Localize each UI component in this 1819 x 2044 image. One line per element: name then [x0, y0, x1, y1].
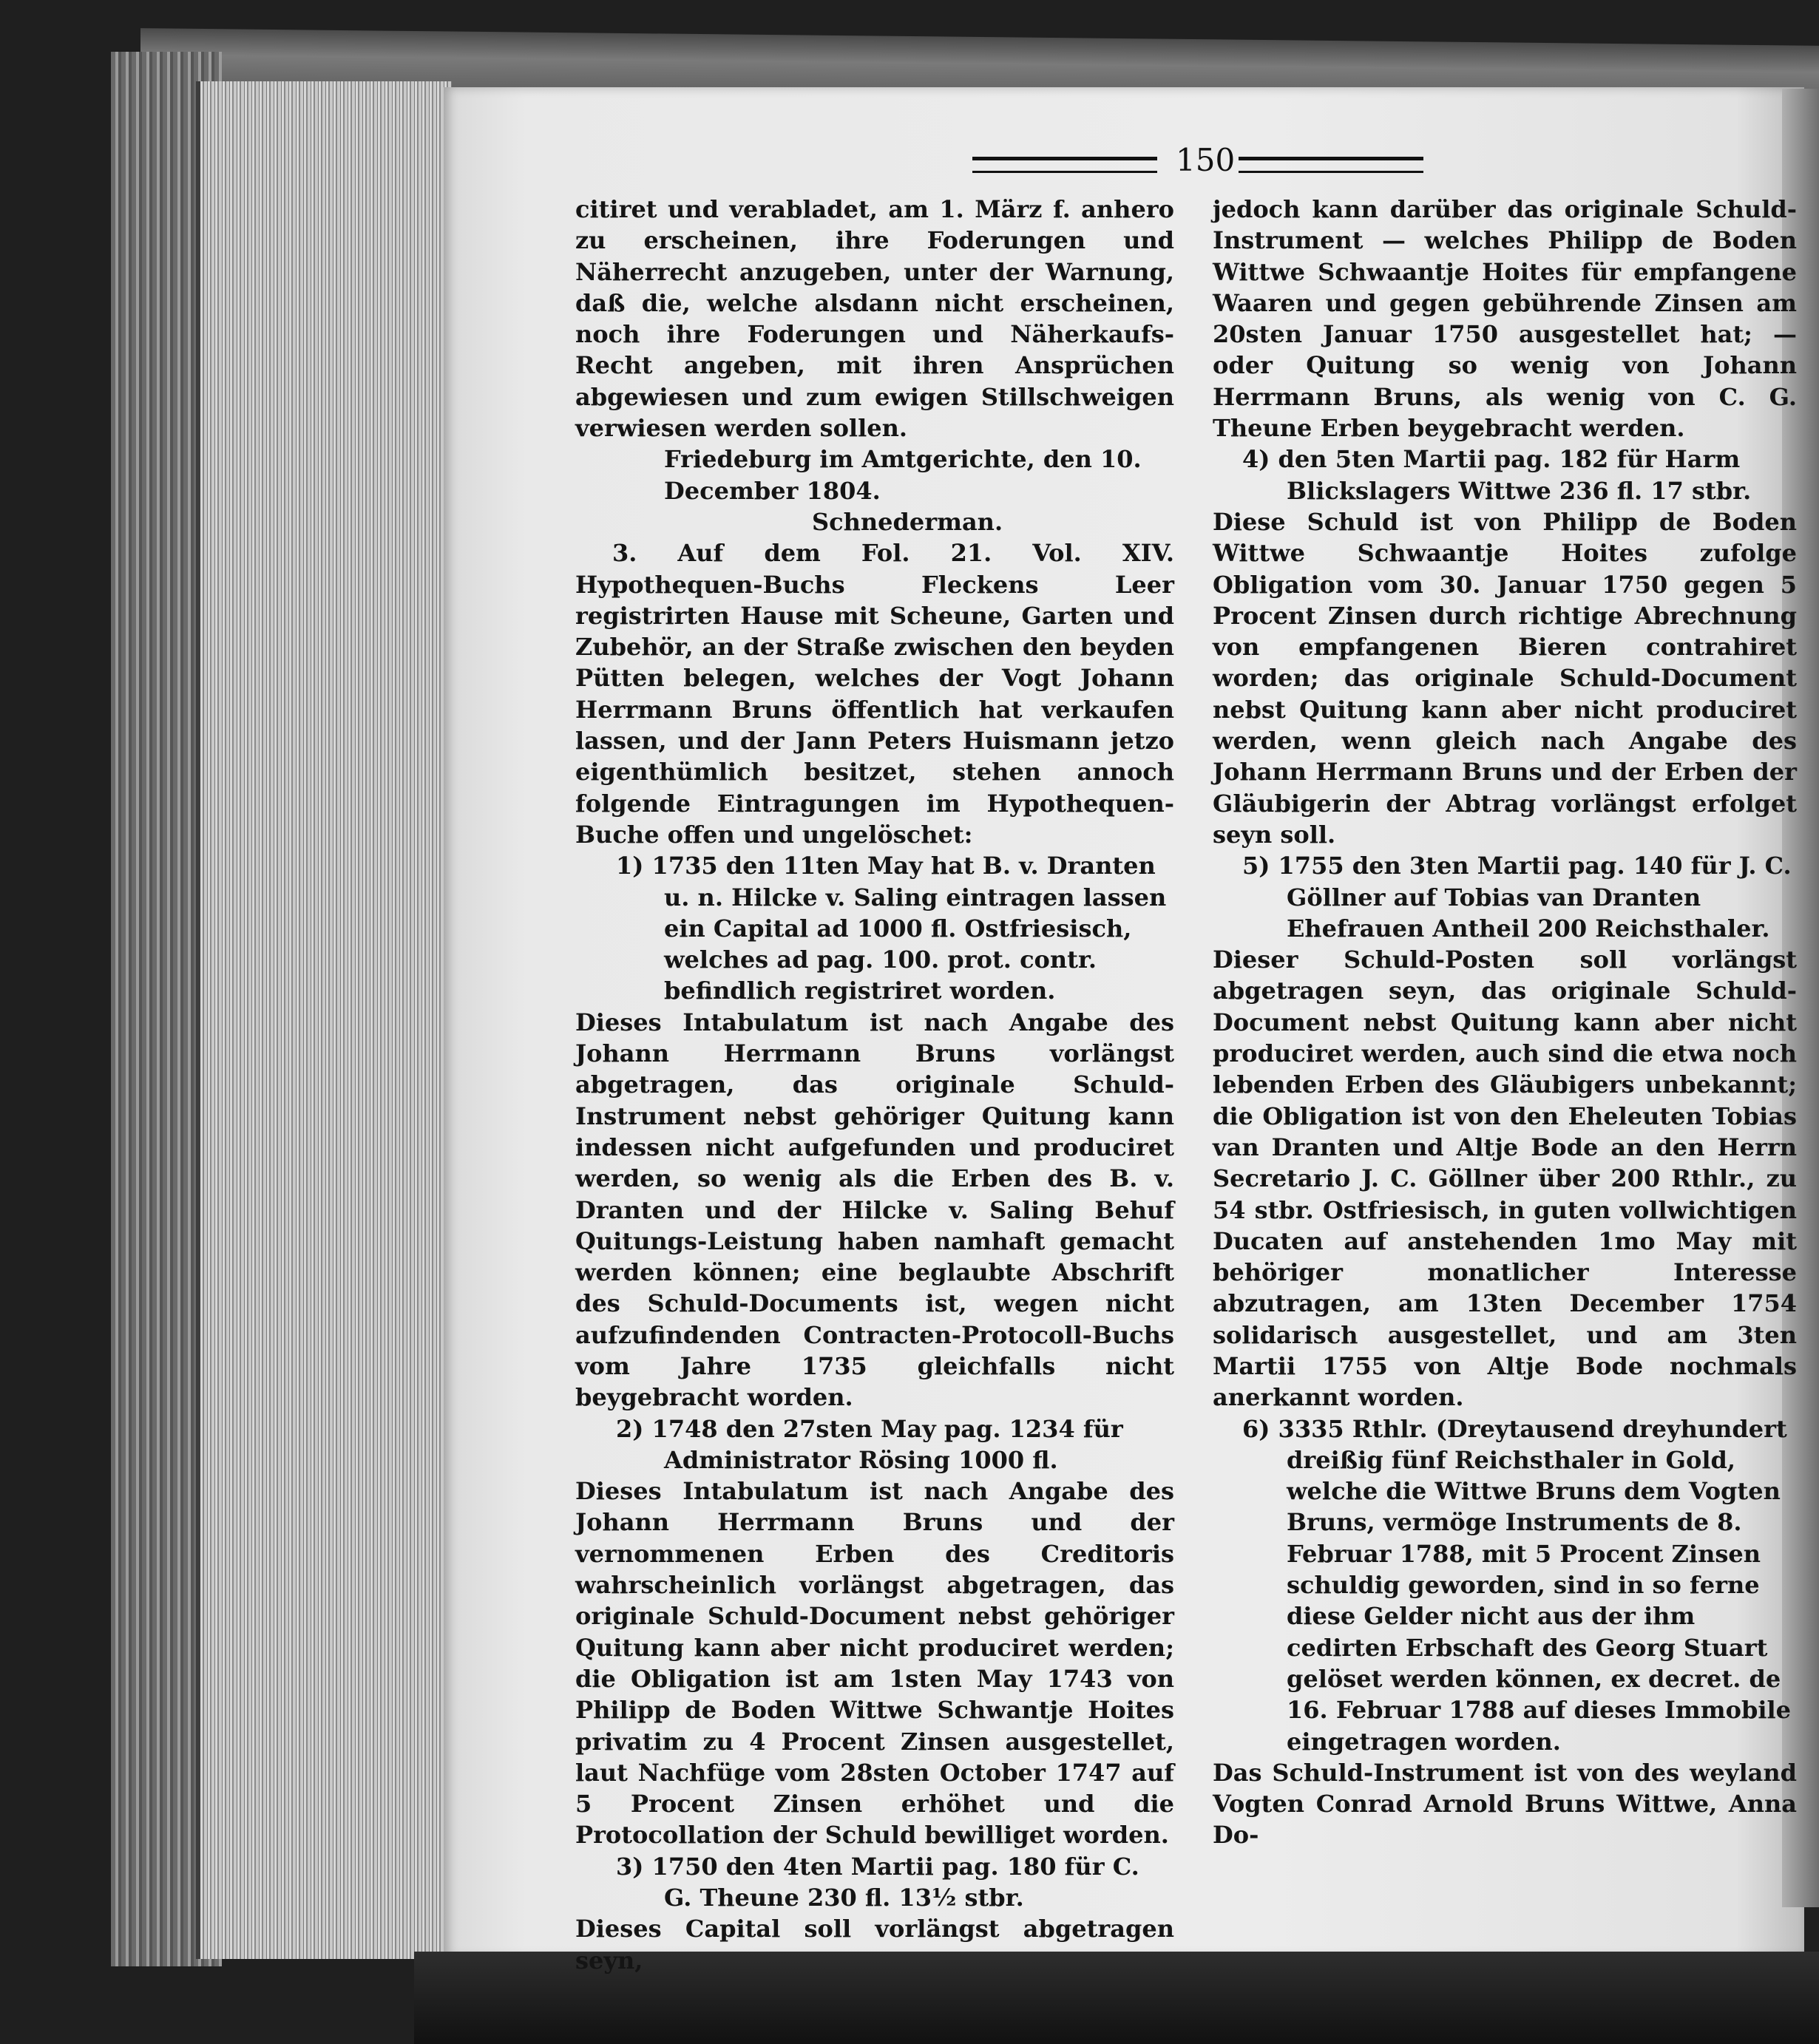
- paragraph: Dieses Intabulatum ist nach Angabe des Johann Herrmann Bruns und der vernommenen Erben des Creditoris wahrscheinlich vorlängst abgetragen, das originale Schuld-Document nebst gehöriger Quitung kann aber nicht produciret werden; die Obligation ist am 1sten May 1743 von Philipp de Boden Wittwe Schwantje Hoites privatim zu 4 Procent Zinsen ausgestellet, laut Nachfüge vom 28sten October 1747 auf 5 Procent Zinsen erhöhet und die Protocollation der Schuld bewilliget worden.: [575, 1477, 1174, 1850]
- header-rule-left: [972, 157, 1157, 173]
- paragraph: Dieses Capital soll vorlängst abgetragen seyn,: [575, 1915, 1174, 1975]
- page-edges: [196, 81, 452, 1959]
- register-entry: 4) den 5ten Martii pag. 182 für Harm Blickslagers Wittwe 236 fl. 17 stbr.: [1242, 445, 1752, 505]
- paragraph: Diese Schuld ist von Philipp de Boden Wittwe Schwaantje Hoites zufolge Obligation vom 30. Januar 1750 gegen 5 Procent Zinsen durch richtige Abrechnung von empfangenen Bieren contrahiret worden; das originale Schuld-Document nebst Quitung kann aber nicht produciret werden, wenn gleich nach Angabe des Johann Herrmann Bruns und der Erben der Gläubigerin der Abtrag vorlängst erfolget seyn soll.: [1213, 507, 1797, 849]
- text-column-right: [1213, 194, 1797, 1851]
- register-entry: 2) 1748 den 27sten May pag. 1234 für Administrator Rösing 1000 fl.: [616, 1414, 1123, 1474]
- page-header: [972, 142, 1416, 183]
- paragraph: Dieser Schuld-Posten soll vorlängst abgetragen seyn, das originale Schuld-Document nebst Quitung kann aber nicht produciret werden, auch sind die etwa noch lebenden Erben des Gläubigers unbekannt; die Obligation ist von den Eheleuten Tobias van Dranten und Altje Bode an den Herrn Secretario J. C. Göllner über 200 Rthlr., zu 54 stbr. Ostfriesisch, in guten vollwichtigen Ducaten auf anstehenden 1mo May mit behöriger monatlicher Interesse abzutragen, am 13ten December 1754 solidarisch ausgestellet, und am 3ten Martii 1755 von Altje Bode nochmals anerkannt worden.: [1213, 945, 1797, 1412]
- paragraph: jedoch kann darüber das originale Schuld-Instrument — welches Philipp de Boden Wittwe Schwaantje Hoites für empfangene Waaren und gegen gebührende Zinsen am 20sten Januar 1750 ausgestellet hat; — oder Quitung so wenig von Johann Herrmann Bruns, als wenig von C. G. Theune Erben beygebracht werden.: [1213, 195, 1797, 443]
- signature-line: [575, 444, 1174, 537]
- paragraph: 3. Auf dem Fol. 21. Vol. XIV. Hypothequen-Buchs Fleckens Leer registrirten Hause mit Scheune, Garten und Zubehör, an der Straße zwischen den beyden Pütten belegen, welches der Vogt Johann Herrmann Bruns öffentlich hat verkaufen lassen, und der Jann Peters Huismann jetzo eigenthümlich besitzet, stehen annoch folgende Eintragungen im Hypothequen-Buche offen und ungelöschet:: [575, 539, 1174, 849]
- text-column-left: [575, 194, 1174, 1976]
- official-name: Schnederman.: [812, 507, 1003, 536]
- header-rule-right: [1239, 157, 1423, 173]
- paragraph: Dieses Intabulatum ist nach Angabe des Johann Herrmann Bruns vorlängst abgetragen, das originale Schuld-Instrument nebst gehöriger Quitung kann indessen nicht aufgefunden und produciret werden, so wenig als die Erben des B. v. Dranten und der Hilcke v. Saling Behuf Quitungs-Leistung haben namhaft gemacht werden können; eine beglaubte Abschrift des Schuld-Documents ist, wegen nicht aufzufindenden Contracten-Protocoll-Buchs vom Jahre 1735 gleichfalls nicht beygebracht worden.: [575, 1008, 1174, 1412]
- paragraph: citiret und verabladet, am 1. März f. anhero zu erscheinen, ihre Foderungen und Näherrecht anzugeben, unter der Warnung, daß die, welche alsdann nicht erscheinen, noch ihre Foderungen und Näherkaufs-Recht angeben, mit ihren Ansprüchen abgewiesen und zum ewigen Stillschweigen verwiesen werden sollen.: [575, 195, 1174, 443]
- page-number: 150: [1176, 142, 1236, 178]
- register-entry: 3) 1750 den 4ten Martii pag. 180 für C. G. Theune 230 fl. 13½ stbr.: [616, 1852, 1139, 1912]
- place-date: Friedeburg im Amtgerichte, den 10. December 1804.: [664, 445, 1142, 505]
- register-entry: 6) 3335 Rthlr. (Dreytausend dreyhundert dreißig fünf Reichsthaler in Gold, welche die Wittwe Bruns dem Vogten Bruns, vermöge Instruments de 8. Februar 1788, mit 5 Procent Zinsen schuldig geworden, sind in so ferne diese Gelder nicht aus der ihm cedirten Erbschaft des Georg Stuart gelöset werden können, ex decret. de 16. Februar 1788 auf dieses Immobile eingetragen worden.: [1242, 1414, 1791, 1756]
- paragraph: Das Schuld-Instrument ist von des weyland Vogten Conrad Arnold Bruns Wittwe, Anna Do-: [1213, 1758, 1797, 1850]
- register-entry: 5) 1755 den 3ten Martii pag. 140 für J. C. Göllner auf Tobias van Dranten Ehefrauen Antheil 200 Reichsthaler.: [1242, 852, 1792, 943]
- register-entry: 1) 1735 den 11ten May hat B. v. Dranten u. n. Hilcke v. Saling eintragen lassen ein Capital ad 1000 fl. Ostfriesisch, welches ad pag. 100. prot. contr. befindlich registriret worden.: [616, 852, 1167, 1005]
